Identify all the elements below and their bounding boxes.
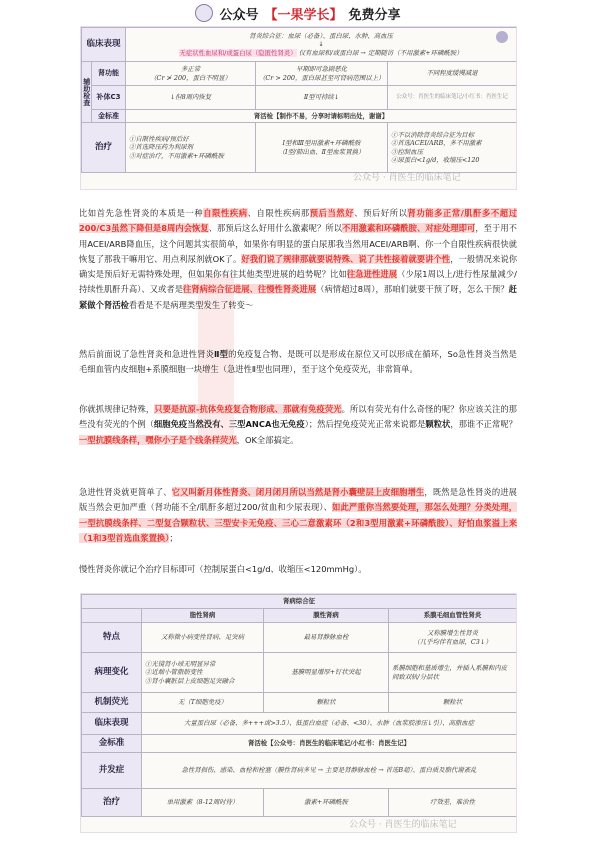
mechanism-c1: 无（T细胞免疫） — [142, 693, 264, 713]
treat2-c2: 激素+环磷酰胺 — [264, 789, 389, 817]
brand-name: 【一果学长】 — [264, 7, 343, 23]
pathology-c1: ①光镜肾小球无明显异常 ②近端小管脂肪变性 ③肾小囊脏层上皮细胞足突融合 — [142, 653, 264, 693]
row-label-c3: 补体C3 — [92, 86, 126, 110]
complications-text: 急性肾损伤、感染、血栓和栓塞（膜性肾病多见 → 主要是肾静脉血栓 → 首选B超）、蛋白质及脂代谢紊乱 — [142, 753, 517, 789]
paragraph-3: 你就抓规律记特殊，只要是抗原-抗体免疫复合物形成、那就有免疫荧光。所以有荧光有什么奇怪的呢？你应该关注的那些没有荧光的个例（细胞免疫当然没有、三型ANCA也无免疫）；然后捏免疫荧光正常来说都是颗粒状，那谁不正常呢？一型抗膜线条样，嘿你小子是个线条样荧光，OK全部搞定。 — [79, 404, 517, 445]
row-label-mechanism: 机制荧光 — [82, 693, 142, 713]
clinical2-text: 大量蛋白尿（必备、多+++或>3.5）、低蛋白血症（必备、<30）、水肿（血浆胶渗压↓引）、高脂血症 — [142, 713, 517, 735]
col-header-3: 系膜毛细血管性肾炎 — [389, 609, 517, 623]
clinical-line1: 肾炎综合征：血尿（必备）、蛋白尿、水肿、高血压 — [249, 31, 393, 40]
nephritis-table — [81, 27, 517, 173]
table-image-nephrotic — [80, 593, 517, 833]
row-label-renal: 肾功能 — [92, 62, 126, 86]
treat2-c1: 单用激素（8-12周时待） — [142, 789, 264, 817]
clinical-line2a: 无症状性血尿和/或蛋白尿（隐匿性肾炎） — [179, 48, 297, 57]
page-header — [0, 0, 596, 26]
table-image-nephritis — [80, 26, 517, 190]
row-label-treat2: 治疗 — [82, 789, 142, 817]
treat-c3: ①不以消除肾炎综合征为目标 ②首选ACEI/ARB，多不用激素 ③控制血压 ④尿蛋白<1g/d，收缩压<120 — [388, 123, 517, 173]
watermark-2: 公众号 · 肖医生的临床笔记 — [349, 820, 457, 830]
mechanism-c3: 颗粒状 — [389, 693, 517, 713]
mechanism-c2: 颗粒状 — [264, 693, 389, 713]
renal-c1: 多正常 （Cr ≯ 200，蛋白不明显） — [126, 62, 256, 86]
row-label-clinical: 临床表现 — [82, 28, 126, 62]
aux-label: 辅助检查 — [82, 62, 92, 123]
clinical-cell — [126, 28, 517, 62]
clinical-line2b: 仅有血尿和/或蛋白尿 → 定期随访（不用激素+环磷酰胺） — [298, 48, 463, 57]
arrow-down-icon: ↓ — [318, 40, 324, 49]
paragraph-2: 然后前面说了急性肾炎和急进性肾炎Ⅱ型的免疫复合物、是既可以是形成在原位又可以形成在循环，So急性肾炎当然是毛细血管内皮细胞+系膜细胞一块增生（急进性Ⅱ型也同理），至于这个免疫荧光，非常简单。 — [79, 349, 517, 375]
nephrotic-title: 肾病综合征 — [82, 595, 517, 609]
col-header-2: 膜性肾病 — [264, 609, 389, 623]
row-label-complications: 并发症 — [82, 753, 142, 789]
moon-icon — [496, 31, 508, 43]
c3-c1: ↓但8周内恢复 — [126, 86, 256, 110]
row-label-pathology: 病理变化 — [82, 653, 142, 693]
features-c1: 又称微小病变性肾病、足突病 — [142, 623, 264, 653]
treat2-c3: 疗效差，难治性 — [389, 789, 517, 817]
features-c2: 最易肾静脉血栓 — [264, 623, 389, 653]
row-label-gold: 金标准 — [92, 110, 126, 123]
pathology-c3: 系膜细胞和基质增生，并插入系膜和内皮间致双轨/分层状 — [389, 653, 517, 693]
renal-c2: 早期即可急剧恶化 （Cr > 200，蛋白尿甚至可肾病范围以上） — [256, 62, 388, 86]
c3-c3: 公众号：肖医生的临床笔记/小红书：肖医生记 — [388, 86, 517, 110]
row-label-features: 特点 — [82, 623, 142, 653]
watermark-1: 公众号 · 肖医生的临床笔记 — [353, 173, 461, 183]
col-header-1: 脂性肾病 — [142, 609, 264, 623]
brand-suffix: 免费分享 — [348, 7, 401, 23]
paragraph-5: 慢性肾炎你就记个治疗目标即可（控制尿蛋白<1g/d、收缩压<120mmHg）。 — [79, 564, 367, 574]
row-label-clinical2: 临床表现 — [82, 713, 142, 735]
renal-c3: 不同程度缓慢减退 — [388, 62, 517, 86]
pathology-c2: 基膜明显增厚+钉状突起 — [264, 653, 389, 693]
treat-c1: ①自限性疾病/预后好 ②首选降压药为利尿剂 ③对症治疗，不用激素+环磷酰胺 — [126, 123, 256, 173]
corner-cell — [82, 609, 142, 623]
gold2-text: 肾活检【公众号：肖医生的临床笔记/小红书：肖医生记】 — [142, 735, 517, 753]
gold-text: 肾活检【制作不易，分享时请标明出处，谢谢】 — [126, 110, 517, 123]
c3-c2: Ⅱ型可持续↓ — [256, 86, 388, 110]
paragraph-4: 急进性肾炎就更简单了、它又叫新月体性肾炎、闭月闭月所以当然是肾小囊壁层上皮细胞增生，既然是急性肾炎的进展版当然会更加严重（肾功能不全/肌酐多超过200/贫血和少尿表现）、如此严重你当然要处理，那怎么处理？分类处理，一型抗膜线条样、二型复合颗粒状、三型安卡无免疫、三心二意激素环（2和3型用激素+环磷酰胺）、好怕血浆溢上来（1和3型首选血浆置换）； — [79, 487, 517, 543]
row-label-treat: 治疗 — [82, 123, 126, 173]
nephrotic-table — [81, 594, 517, 817]
brand-prefix: 公众号 — [219, 7, 259, 23]
row-label-gold2: 金标准 — [82, 735, 142, 753]
paragraph-1: 比如首先急性肾炎的本质是一种自限性疾病、自限性疾病那预后当然好、预后好所以肾功能多正常/肌酐多不超过200/C3虽然下降但是8周内会恢复、那预后这么好用什么激素呢？所以不用激素和环磷酰胺、对症处理即可，至于用不用ACEI/ARB降血压，这个问题其实很简单，如果你有明显的蛋白尿那我当然用ACEI/ARB啊、你一个自限性疾病很快就恢复了那我干嘛用它、用点利尿剂就OK了。好我们说了规律那就要说特殊、说了共性接着就要讲个性，一般情况来说你确实是预后好无需特殊处理，但如果你有往其他类型进展的趋势呢？比如往急进性进展（少尿1周以上/进行性尿量减少/持续性肌酐升高）、又或者是往肾病综合征进展、往慢性肾炎进展（病情超过8周），那咱们就要干预了呀，怎么干预？赶紧做个肾活检看看是不是病理类型发生了转变～ — [79, 208, 517, 310]
features-c3: 又称膜增生性肾炎 （几乎均伴有血尿，C3↓） — [389, 623, 517, 653]
brand-logo-icon — [195, 4, 213, 22]
treat-c2: Ⅰ型和Ⅲ型用激素+环磷酰胺 （Ⅰ型/肺出血、Ⅱ型血浆置换） — [256, 123, 388, 173]
